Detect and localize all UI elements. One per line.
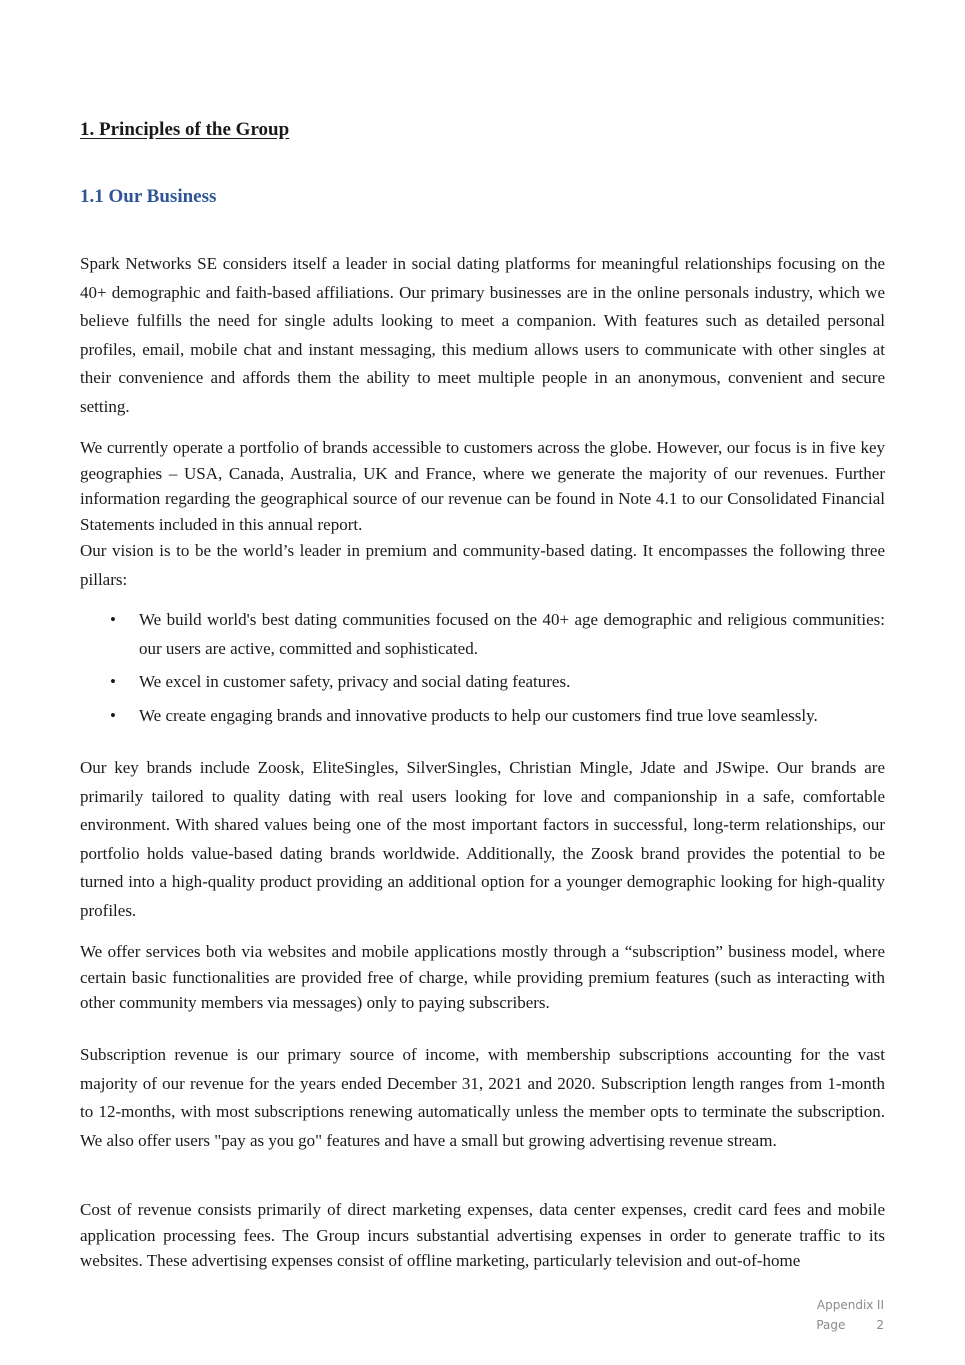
paragraph-text: Cost of revenue consists primarily of direct marketing expenses, data center expenses, credit card fees and mobile application processing fees. The Group incurs substantial advertising expenses in order to generate traffic to its websites. These advertising expenses consist of offline marketing, particularly television and out-of-home: [80, 1200, 885, 1270]
paragraph-geographies: [80, 435, 885, 537]
paragraph-vision: [80, 537, 885, 594]
paragraph-text: We offer services both via websites and mobile applications mostly through a “subscription” business model, where certain basic functionalities are provided free of charge, while providing premium features (such as interacting with other community members via messages) only to paying subscribers.: [80, 942, 885, 1012]
list-item-text: We excel in customer safety, privacy and social dating features.: [139, 672, 571, 691]
list-item: [80, 702, 885, 731]
pillars-list: [80, 606, 885, 735]
paragraph-text: Subscription revenue is our primary source of income, with membership subscriptions accounting for the vast majority of our revenue for the years ended December 31, 2021 and 2020. Subscription length ranges from 1-month to 12-months, with most subscriptions renewing automatically unless the member opts to terminate the subscription. We also offer users "pay as you go" features and have a small but growing advertising revenue stream.: [80, 1045, 885, 1150]
list-item: [80, 668, 885, 697]
footer-appendix-value: II: [876, 1298, 884, 1312]
section-heading: 1. Principles of the Group: [80, 119, 290, 140]
paragraph-text: Our key brands include Zoosk, EliteSingles, SilverSingles, Christian Mingle, Jdate and JSwipe. Our brands are primarily tailored to quality dating with real users looking for love and companionship in a safe, comfortable environment. With shared values being one of the most important factors in successful, long-term relationships, our portfolio holds value-based dating brands worldwide. Additionally, the Zoosk brand provides the potential to be turned into a high-quality product providing an additional option for a younger demographic looking for high-quality profiles.: [80, 758, 885, 920]
paragraph-text: Our vision is to be the world’s leader in premium and community-based dating. It encompasses the following three pillars:: [80, 541, 885, 589]
bullet-marker: •: [110, 672, 116, 691]
paragraph-services: [80, 939, 885, 1016]
list-item: [80, 606, 885, 663]
footer-page-number: 2: [876, 1318, 884, 1332]
footer-page: [816, 1318, 884, 1332]
footer-page-label: Page: [816, 1318, 846, 1332]
paragraph-brands: [80, 754, 885, 925]
footer-appendix: [817, 1298, 884, 1312]
paragraph-text: Spark Networks SE considers itself a leader in social dating platforms for meaningful relationships focusing on the 40+ demographic and faith-based affiliations. Our primary businesses are in the online personals industry, which we believe fulfills the need for single adults looking to meet a companion. With features such as detailed personal profiles, email, mobile chat and instant messaging, this medium allows users to communicate with other singles at their convenience and affords them the ability to meet multiple people in an anonymous, convenient and secure setting.: [80, 254, 885, 416]
footer-appendix-label: Appendix: [816, 1298, 874, 1312]
paragraph-subscription: [80, 1041, 885, 1155]
list-item-text: We build world's best dating communities focused on the 40+ age demographic and religious communities: our users are active, committed and sophisticated.: [139, 610, 885, 658]
paragraph-text: We currently operate a portfolio of brands accessible to customers across the globe. However, our focus is in five key geographies – USA, Canada, Australia, UK and France, where we generate the majority of our revenues. Further information regarding the geographical source of our revenue can be found in Note 4.1 to our Consolidated Financial Statements included in this annual report.: [80, 438, 885, 534]
list-item-text: We create engaging brands and innovative products to help our customers find true love seamlessly.: [139, 705, 818, 725]
paragraph-cost-of-revenue: [80, 1197, 885, 1274]
paragraph-intro: [80, 250, 885, 421]
subsection-heading: 1.1 Our Business: [80, 186, 217, 207]
bullet-marker: •: [110, 705, 116, 725]
bullet-marker: •: [110, 610, 116, 629]
